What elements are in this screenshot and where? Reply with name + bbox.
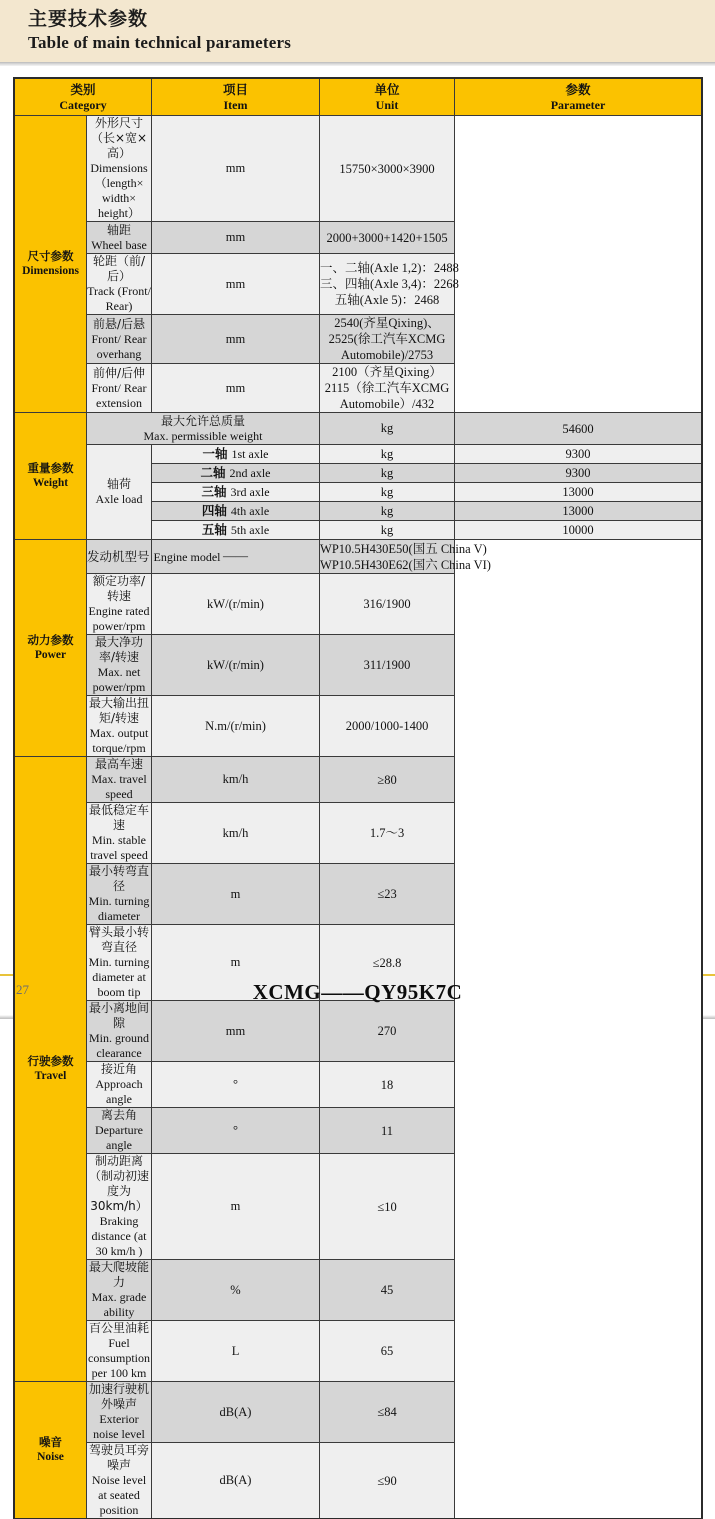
item-label-cn: 最大允许总质量 — [161, 413, 246, 428]
item-cell — [87, 116, 152, 222]
banner-title-cn: 主要技术参数 — [28, 8, 149, 30]
table-row — [15, 757, 702, 803]
item-label-cn: 加速行驶机外噪声 — [89, 1382, 150, 1411]
item-label-cn: 最小转弯直径 — [89, 864, 150, 893]
parameter-cell — [320, 315, 455, 364]
item-label-en: Front/ Rear overhang — [91, 331, 147, 361]
category-cell — [15, 1382, 87, 1519]
table-row — [15, 803, 702, 864]
parameter-value: 311/1900 — [363, 658, 411, 672]
parameter-cell — [320, 1260, 455, 1321]
parameter-value: WP10.5H430E62(国六 China VI) — [320, 557, 491, 572]
table-row — [15, 445, 702, 464]
table-row — [15, 364, 702, 413]
parameter-value: 65 — [380, 1344, 394, 1358]
parameter-cell — [320, 1108, 455, 1154]
parameter-value: 10000 — [562, 523, 594, 537]
subgroup-label-en: Axle load — [95, 492, 143, 506]
unit-cell: mm — [152, 1001, 320, 1062]
category-label-cn: 动力参数 — [27, 633, 74, 647]
item-label-en: Min. stable travel speed — [90, 833, 148, 862]
parameter-cell — [320, 1443, 455, 1519]
unit-cell: kW/(r/min) — [152, 635, 320, 696]
item-label-en: 2nd axle — [229, 466, 271, 480]
item-cell — [152, 521, 320, 540]
category-cell — [15, 757, 87, 1382]
table-row — [15, 1321, 702, 1382]
item-label-cn: 臂头最小转弯直径 — [89, 925, 150, 954]
item-cell — [87, 364, 152, 413]
item-cell — [87, 413, 320, 445]
header-cell-category — [15, 79, 152, 116]
parameter-cell — [320, 635, 455, 696]
item-label-en: 1st axle — [231, 447, 269, 461]
table-row — [15, 1260, 702, 1321]
parameter-cell — [320, 222, 455, 254]
parameter-value: 13000 — [562, 504, 594, 518]
item-cell — [87, 803, 152, 864]
parameter-cell — [320, 254, 459, 315]
header-item-cn: 项目 — [223, 81, 249, 97]
item-cell — [87, 254, 152, 315]
table-row — [15, 1108, 702, 1154]
parameter-value: 2100（齐星Qixing）2115（徐工汽车XCMG Automobile）/432 — [324, 365, 450, 411]
unit-cell: km/h — [152, 803, 320, 864]
item-label-cn: 发动机型号 — [87, 548, 150, 564]
item-cell — [87, 696, 152, 757]
item-cell — [87, 635, 152, 696]
unit-cell: L — [152, 1321, 320, 1382]
parameter-value: ≥80 — [377, 772, 397, 787]
item-label-cn: 额定功率/转速 — [92, 574, 146, 603]
item-label-cn: 最大爬坡能力 — [89, 1260, 150, 1289]
parameter-value: 13000 — [562, 485, 594, 499]
item-label-en: Departure angle — [95, 1123, 143, 1152]
unit-cell: kg — [320, 413, 455, 445]
item-label-cn: 最高车速 — [95, 757, 144, 771]
parameter-value: 五轴(Axle 5)：2468 — [334, 293, 440, 307]
parameter-value: 316/1900 — [363, 597, 411, 611]
subgroup-cell — [87, 445, 152, 540]
header-cell-unit — [320, 79, 455, 116]
parameter-value: 18 — [380, 1077, 394, 1092]
parameter-value: 45 — [380, 1283, 394, 1297]
subgroup-label-cn: 轴荷 — [107, 477, 132, 491]
item-label-cn: 最低稳定车速 — [89, 803, 150, 832]
category-cell — [15, 413, 87, 540]
item-label-en: 5th axle — [230, 523, 270, 537]
item-label-cn: 离去角 — [101, 1108, 138, 1122]
page-banner — [0, 0, 715, 62]
parameter-value: 9300 — [565, 466, 591, 480]
table-row — [15, 864, 702, 925]
category-label-cn: 噪音 — [39, 1435, 62, 1449]
parameter-cell — [320, 1062, 455, 1108]
item-label-en: Front/ Rear extension — [91, 380, 147, 410]
parameter-cell — [320, 864, 455, 925]
parameter-value: ≤90 — [377, 1473, 397, 1488]
item-label-cn: 前伸/后伸 — [92, 365, 146, 380]
parameter-value: 2000+3000+1420+1505 — [326, 230, 448, 245]
item-cell — [87, 1062, 152, 1108]
item-label-en: Min. turning diameter — [88, 894, 150, 923]
parameter-value: 9300 — [565, 447, 591, 461]
item-cell — [87, 1382, 152, 1443]
category-label-en: Travel — [34, 1070, 67, 1082]
spec-table-container — [14, 78, 701, 1519]
item-label-cn: 三轴 — [201, 484, 227, 499]
item-label-en: Max. permissible weight — [143, 428, 263, 443]
item-label-en: 4th axle — [230, 504, 270, 518]
unit-cell: m — [152, 1154, 320, 1260]
item-label-en: Max. output torque/rpm — [89, 726, 149, 755]
item-label-en: Approach angle — [95, 1077, 143, 1106]
item-label-en: Exterior noise level — [93, 1412, 145, 1441]
parameter-value: 2000/1000-1400 — [345, 719, 429, 733]
item-label-cn: 轮距（前/后） — [92, 254, 146, 283]
unit-cell: m — [152, 925, 320, 1001]
table-row — [15, 1382, 702, 1443]
item-label-cn: 前悬/后悬 — [92, 316, 146, 331]
category-label-en: Dimensions — [22, 265, 79, 277]
parameter-value: 1.7～3 — [369, 826, 405, 840]
category-cell — [15, 540, 87, 757]
banner-title-en: Table of main technical parameters — [28, 33, 292, 52]
page-number: 27 — [16, 982, 29, 997]
parameter-cell — [320, 803, 455, 864]
item-cell — [87, 757, 152, 803]
item-label-cn: 百公里油耗 — [89, 1321, 150, 1335]
category-label-cn: 行驶参数 — [27, 1054, 74, 1068]
item-cell — [87, 864, 152, 925]
item-label-en: Fuel consumption per 100 km — [88, 1336, 150, 1380]
parameter-value: 11 — [380, 1123, 394, 1138]
item-label-cn: 外形尺寸（长×宽×高） — [90, 116, 148, 160]
table-row — [15, 116, 702, 222]
item-label-cn: 四轴 — [201, 503, 227, 518]
parameter-value: 2540(齐星Qixing)、2525(徐工汽车XCMG Automobile)/2753 — [328, 316, 446, 362]
item-cell — [87, 574, 152, 635]
unit-cell: N.m/(r/min) — [152, 696, 320, 757]
unit-cell: dB(A) — [152, 1382, 320, 1443]
parameter-value: ≤10 — [377, 1199, 397, 1214]
item-label-cn: 一轴 — [202, 446, 228, 461]
item-label-cn: 最大输出扭矩/转速 — [89, 696, 150, 725]
category-label-en: Power — [34, 649, 67, 661]
unit-cell: kg — [320, 483, 455, 502]
item-cell — [87, 1443, 152, 1519]
item-label-en: Min. ground clearance — [89, 1031, 149, 1060]
unit-cell: mm — [152, 254, 320, 315]
unit-cell: kg — [320, 521, 455, 540]
parameter-value: 三、四轴(Axle 3,4)：2268 — [320, 277, 459, 291]
item-cell — [152, 502, 320, 521]
unit-cell: dB(A) — [152, 1443, 320, 1519]
unit-cell: —— — [152, 540, 320, 574]
table-row — [15, 315, 702, 364]
page-footer — [0, 980, 715, 1018]
unit-cell: ° — [152, 1108, 320, 1154]
header-parameter-cn: 参数 — [565, 81, 591, 97]
parameter-cell — [320, 1154, 455, 1260]
footer-model-name: XCMG——QY95K7C — [252, 980, 463, 1004]
unit-cell: mm — [152, 116, 320, 222]
header-row — [15, 79, 702, 116]
parameter-value: ≤23 — [377, 887, 397, 901]
header-category-en: Category — [59, 97, 107, 112]
header-cell-item — [152, 79, 320, 116]
item-label-en: Wheel base — [91, 237, 147, 252]
item-cell — [87, 1108, 152, 1154]
parameter-value: 54600 — [562, 421, 594, 436]
item-label-en: 3rd axle — [230, 485, 270, 499]
table-row — [15, 574, 702, 635]
item-label-cn: 接近角 — [101, 1062, 138, 1076]
table-row — [15, 1154, 702, 1260]
item-label-cn: 五轴 — [201, 522, 227, 537]
table-row — [15, 222, 702, 254]
header-item-en: Item — [223, 97, 248, 112]
table-row — [15, 540, 702, 574]
unit-cell: % — [152, 1260, 320, 1321]
unit-cell: mm — [152, 222, 320, 254]
item-label-cn: 最小离地间隙 — [89, 1001, 150, 1030]
header-category-cn: 类别 — [70, 81, 96, 97]
parameter-cell — [455, 464, 702, 483]
parameter-cell — [320, 574, 455, 635]
item-label-en: Max. travel speed — [91, 772, 147, 801]
unit-cell: mm — [152, 364, 320, 413]
item-label-en: Min. turning diameter at boom tip — [88, 955, 150, 999]
parameter-value: WP10.5H430E50(国五 China V) — [320, 541, 487, 556]
parameter-cell — [320, 757, 455, 803]
item-cell — [152, 483, 320, 502]
parameter-value: 15750×3000×3900 — [339, 161, 435, 176]
table-row — [15, 696, 702, 757]
parameter-value: ≤84 — [377, 1405, 397, 1419]
header-cell-parameter — [455, 79, 702, 116]
item-cell — [87, 1260, 152, 1321]
table-header — [15, 79, 702, 116]
parameter-cell — [455, 483, 702, 502]
item-cell — [87, 540, 221, 574]
header-unit-en: Unit — [375, 97, 399, 112]
unit-cell: ° — [152, 1062, 320, 1108]
parameter-cell — [455, 502, 702, 521]
item-cell — [87, 1154, 152, 1260]
category-label-cn: 尺寸参数 — [27, 249, 74, 263]
parameter-cell — [320, 364, 455, 413]
banner-divider — [0, 62, 715, 66]
category-label-cn: 重量参数 — [27, 461, 74, 475]
item-label-cn: 二轴 — [200, 465, 226, 480]
item-label-en: Dimensions（length× width× height） — [90, 161, 148, 220]
table-body — [15, 116, 702, 1519]
category-cell — [15, 116, 87, 413]
unit-cell: mm — [152, 315, 320, 364]
table-row — [15, 635, 702, 696]
table-row — [15, 254, 702, 315]
header-unit-cn: 单位 — [374, 81, 400, 97]
item-cell — [87, 222, 152, 254]
unit-cell: kW/(r/min) — [152, 574, 320, 635]
parameter-value: 270 — [377, 1024, 397, 1038]
item-label-en: Engine rated power/rpm — [88, 604, 150, 633]
parameter-cell — [455, 413, 702, 445]
item-label-cn: 最大净功率/转速 — [95, 635, 144, 664]
item-label-en: Track (Front/ Rear) — [87, 284, 151, 313]
table-row — [15, 1443, 702, 1519]
parameter-cell — [320, 540, 491, 574]
table-row — [15, 413, 702, 445]
item-label-en: Max. grade ability — [91, 1290, 147, 1319]
item-label-cn: 轴距 — [107, 222, 132, 237]
category-label-en: Weight — [32, 477, 69, 489]
parameter-cell — [320, 116, 455, 222]
unit-cell: kg — [320, 502, 455, 521]
item-label-en: Engine model — [153, 549, 221, 564]
parameter-value: ≤28.8 — [372, 955, 402, 970]
parameter-cell — [320, 696, 455, 757]
unit-cell: kg — [320, 464, 455, 483]
category-label-en: Noise — [37, 1451, 64, 1463]
parameter-cell — [320, 1321, 455, 1382]
parameter-value: 一、二轴(Axle 1,2)：2488 — [320, 261, 459, 275]
parameter-cell — [455, 445, 702, 464]
item-cell — [87, 315, 152, 364]
item-label-en: Braking distance (at 30 km/h ) — [91, 1214, 147, 1258]
item-cell — [87, 1321, 152, 1382]
unit-cell: kg — [320, 445, 455, 464]
item-cell — [152, 464, 320, 483]
parameter-cell — [455, 521, 702, 540]
item-label-en: Max. net power/rpm — [92, 665, 146, 694]
technical-parameters-table — [14, 78, 702, 1519]
item-label-cn: 制动距离（制动初速度为30km/h） — [89, 1154, 150, 1213]
item-label-cn: 驾驶员耳旁噪声 — [89, 1443, 150, 1472]
header-parameter-en: Parameter — [550, 97, 606, 112]
parameter-cell — [320, 1382, 455, 1443]
table-row — [15, 1062, 702, 1108]
item-cell — [152, 445, 320, 464]
unit-cell: km/h — [152, 757, 320, 803]
item-label-en: Noise level at seated position — [91, 1473, 147, 1517]
unit-cell: m — [152, 864, 320, 925]
